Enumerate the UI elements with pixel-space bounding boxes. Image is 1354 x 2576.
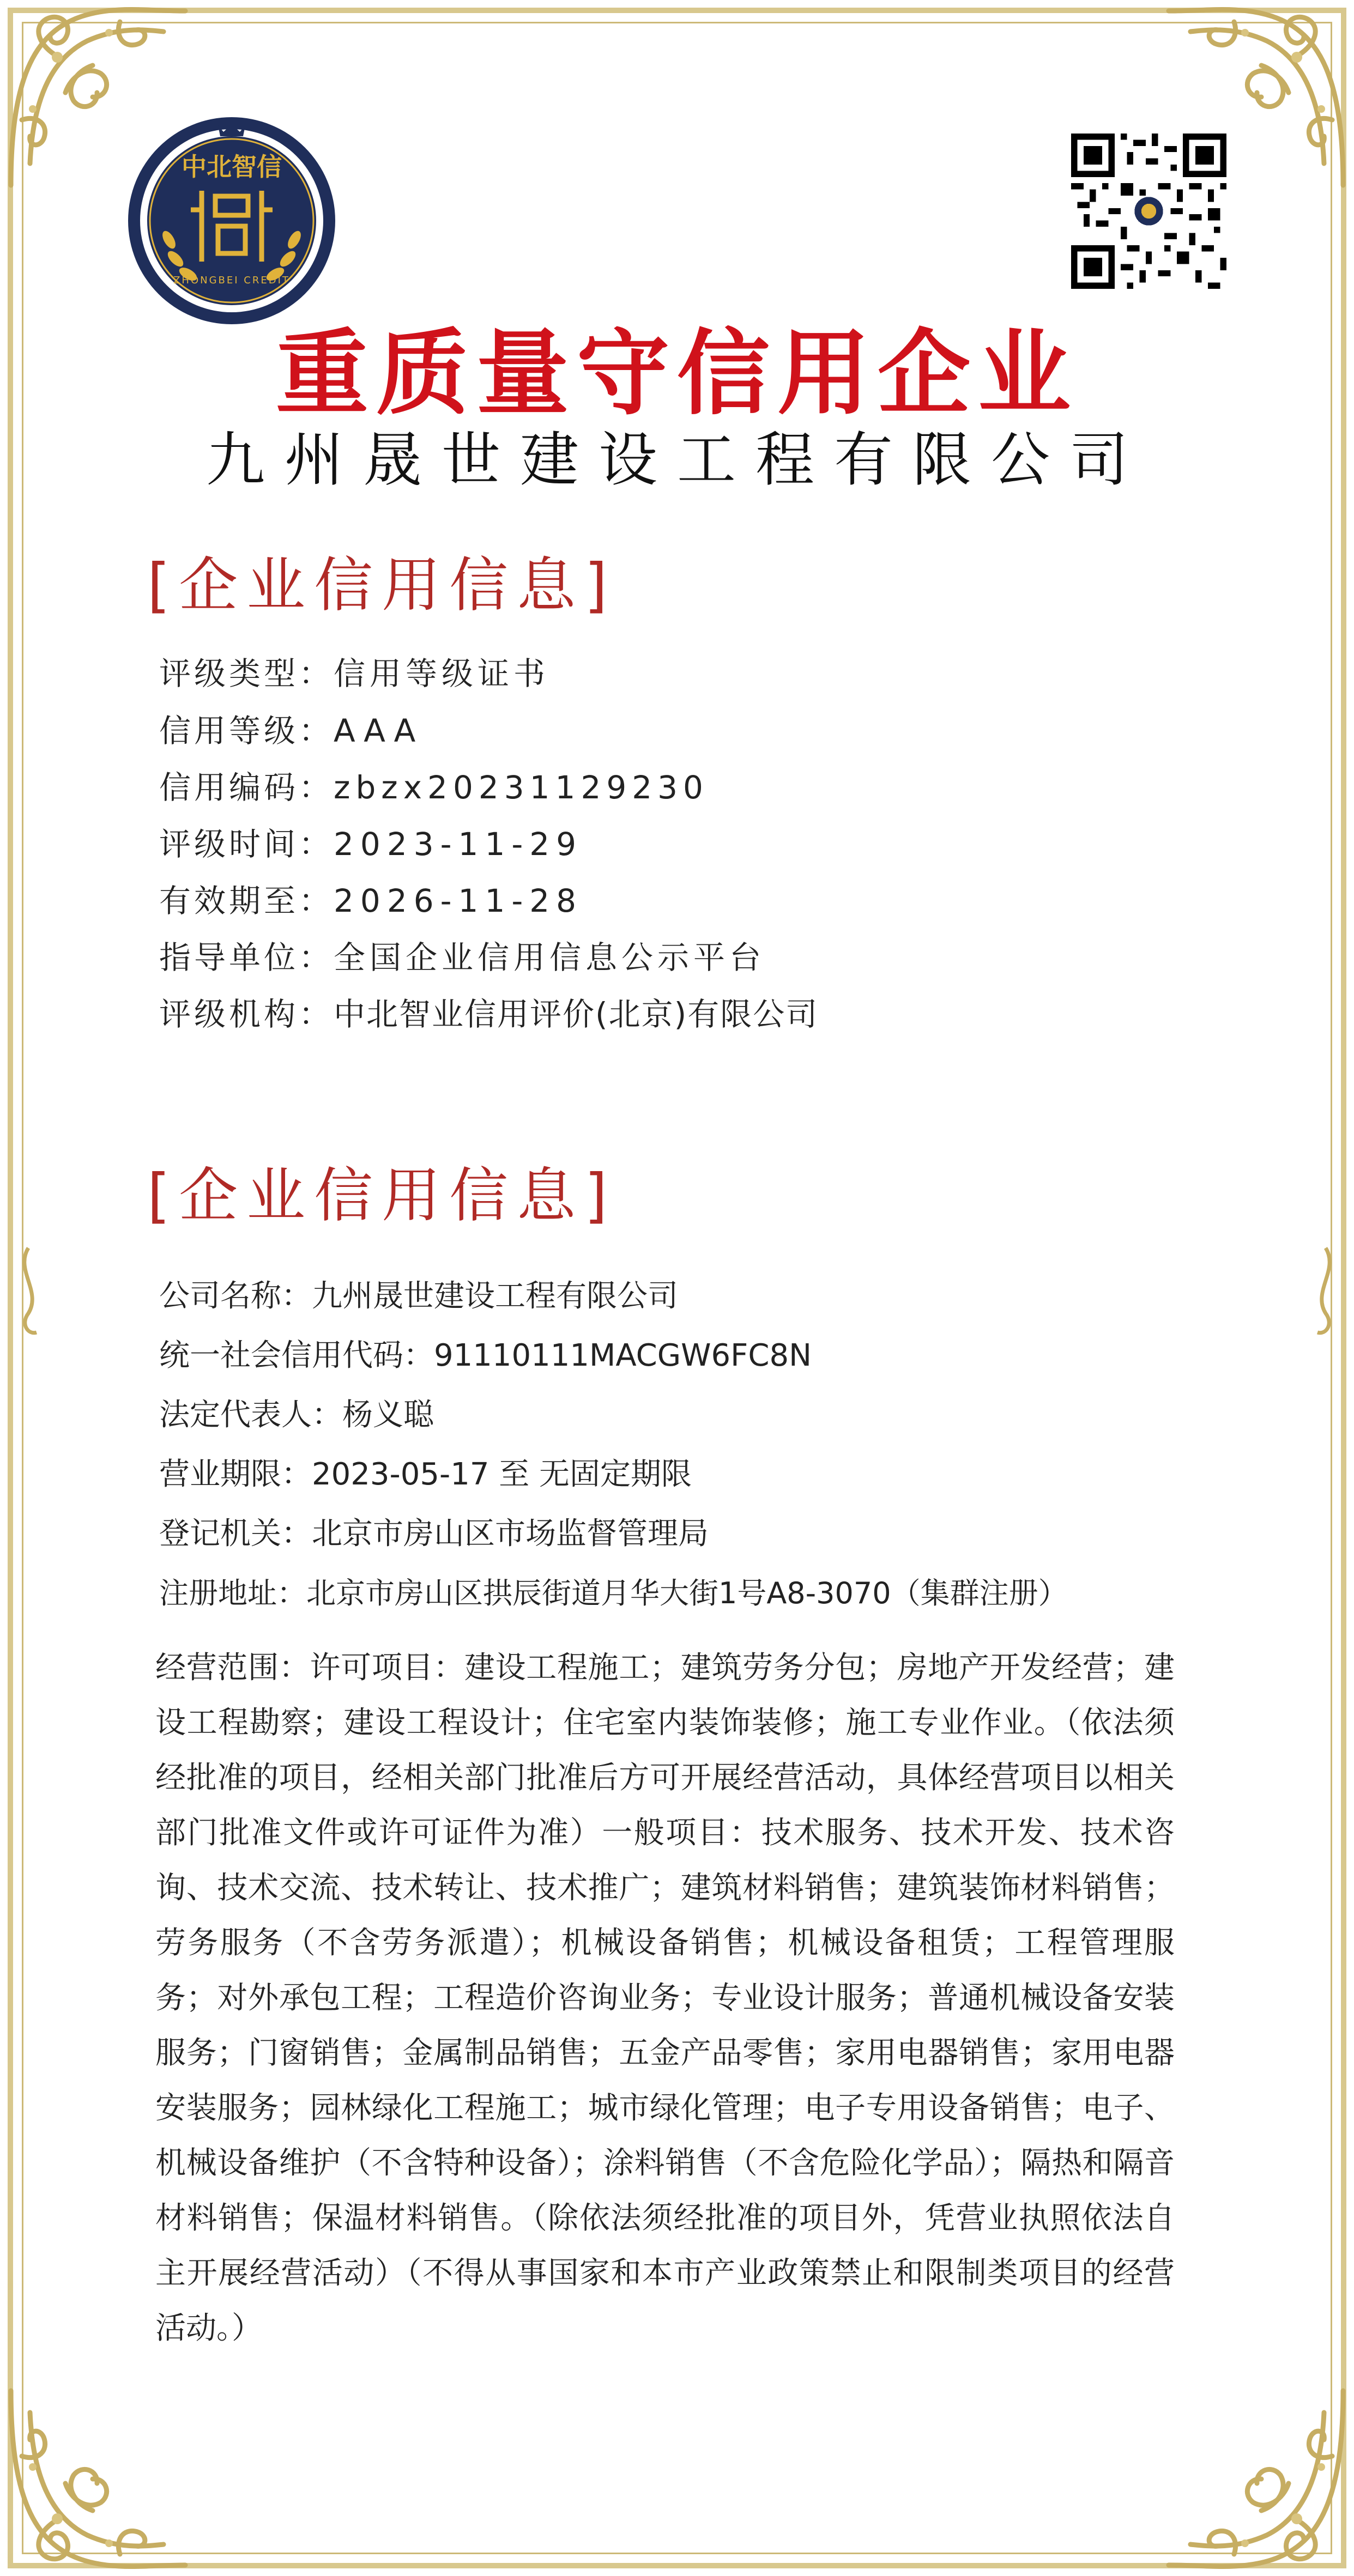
info-row-valid-until — [159, 879, 583, 923]
info-value: 杨义聪 — [342, 1397, 434, 1433]
info-label: 统一社会信用代码： — [159, 1338, 434, 1373]
info-label: 登记机关： — [159, 1516, 312, 1551]
info-value: 全国企业信用信息公示平台 — [334, 939, 766, 976]
business-scope-text: 许可项目：建设工程施工；建筑劳务分包；房地产开发经营；建设工程勘察；建设工程设计；住宅室内装饰装修；施工专业作业。（依法须经批准的项目，经相关部门批准后方可开展经营活动，具体经营项目以相关部门批准文件或许可证件为准）一般项目：技术服务、技术开发、技术咨询、技术交流、技术转让、技术推广；建筑材料销售；建筑装饰材料销售；劳务服务（不含劳务派遣）；机械设备销售；机械设备租赁；工程管理服务；对外承包工程；工程造价咨询业务；专业设计服务；普通机械设备安装服务；门窗销售；金属制品销售；五金产品零售；家用电器销售；家用电器安装服务；园林绿化工程施工；城市绿化管理；电子专用设备销售；电子、机械设备维护（不含特种设备）；涂料销售（不含危险化学品）；隔热和隔音材料销售；保温材料销售。（除依法须经批准的项目外，凭营业执照依法自主开展经营活动）（不得从事国家和本市产业政策禁止和限制类项目的经营活动。） — [155, 1650, 1175, 2346]
info-row-legal-representative — [159, 1394, 434, 1437]
info-label: 法定代表人： — [159, 1397, 342, 1433]
info-row-rating-agency — [159, 992, 818, 1036]
info-value: 2026-11-28 — [334, 882, 583, 919]
info-value: 信用等级证书 — [334, 655, 550, 692]
section-heading-company-info: [企业信用信息] — [147, 1162, 616, 1230]
info-row-rating-type — [159, 652, 549, 695]
main-title: 重质量守信用企业 — [275, 319, 1078, 428]
info-row-credit-code — [159, 1335, 812, 1377]
info-label: 注册地址： — [159, 1576, 306, 1610]
logo-subtext: ZHONGBEI CREDIT — [173, 275, 290, 286]
info-row-guiding-unit — [159, 936, 765, 979]
info-value: 中北智业信用评价(北京)有限公司 — [334, 996, 819, 1033]
info-label: 评级时间： — [159, 826, 334, 863]
info-row-rating-date — [159, 822, 583, 866]
info-label: 公司名称： — [159, 1278, 312, 1314]
side-ornament-icon — [12, 1242, 45, 1341]
corner-ornament-icon — [0, 2380, 196, 2576]
info-label: 信用编码： — [159, 769, 334, 806]
info-value: zbzx20231129230 — [334, 769, 709, 806]
info-value: 91110111MACGW6FC8N — [434, 1338, 812, 1373]
credit-seal-logo-icon — [125, 114, 338, 327]
side-ornament-icon — [1309, 1242, 1342, 1341]
info-label: 指导单位： — [159, 939, 334, 976]
info-value: 2023-11-29 — [334, 826, 583, 863]
corner-ornament-icon — [1158, 2380, 1354, 2576]
info-row-company-name — [159, 1275, 678, 1318]
info-row-credit-level — [159, 709, 423, 753]
info-row-registration-authority — [159, 1513, 709, 1555]
info-value: AAA — [334, 712, 424, 749]
info-row-registered-address — [159, 1572, 1068, 1615]
info-label: 评级类型： — [159, 655, 334, 692]
info-label: 有效期至： — [159, 882, 334, 919]
logo-text: 中北智信 — [182, 152, 282, 181]
info-row-business-term — [159, 1453, 692, 1496]
info-value: 北京市房山区市场监督管理局 — [312, 1516, 709, 1551]
info-label: 信用等级： — [159, 712, 334, 749]
qr-code-icon — [1071, 134, 1226, 289]
business-scope-label: 经营范围： — [155, 1650, 310, 1686]
info-value: 北京市房山区拱辰街道月华大街1号A8-3070（集群注册） — [306, 1576, 1068, 1610]
business-scope — [155, 1640, 1175, 2356]
info-value: 九州晟世建设工程有限公司 — [312, 1278, 678, 1314]
info-label: 营业期限： — [159, 1457, 312, 1492]
info-label: 评级机构： — [159, 996, 334, 1033]
info-value: 2023-05-17 至 无固定期限 — [312, 1457, 692, 1492]
info-row-credit-code — [159, 766, 709, 809]
section-heading-credit-info: [企业信用信息] — [147, 551, 616, 620]
company-title: 九州晟世建设工程有限公司 — [205, 426, 1148, 494]
